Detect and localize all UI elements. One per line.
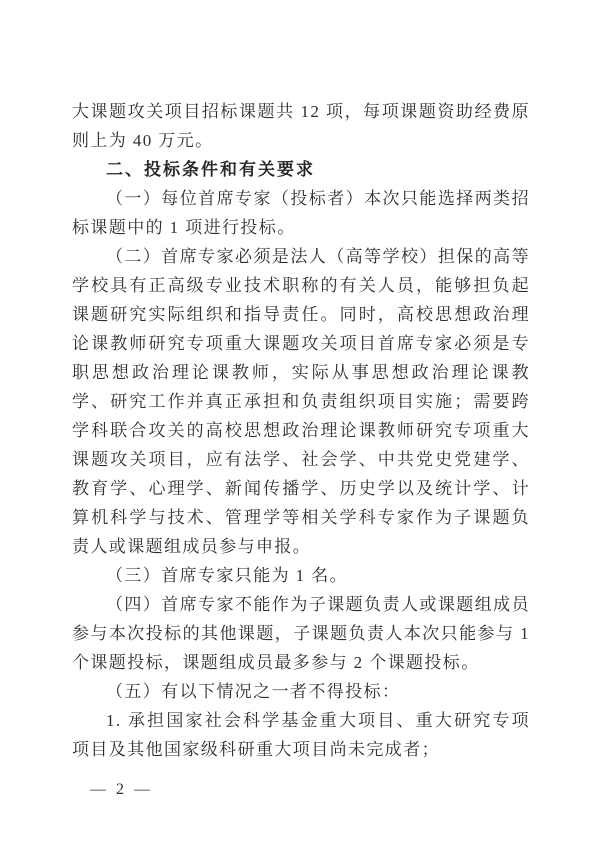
paragraph-item-5: （五）有以下情况之一者不得投标： [106,682,401,701]
paragraph-continuation: 大课题攻关项目招标课题共 12 项，每项课题资助经费原则上为 40 万元。 [72,102,530,150]
paragraph-sub-item-1: 1. 承担国家社会科学基金重大项目、重大研究专项项目及其他国家级科研重大项目尚未完成者； [72,711,530,759]
paragraph-item-1: （一）每位首席专家（投标者）本次只能选择两类招标课题中的 1 项进行投标。 [72,189,530,237]
paragraph-item-3: （三）首席专家只能为 1 名。 [106,566,348,585]
page-number: — 2 — [90,781,153,798]
paragraph-item-4: （四）首席专家不能作为子课题负责人或课题组成员参与本次投标的其他课题，子课题负责人本次只能参与 1 个课题投标，课题组成员最多参与 2 个课题投标。 [72,595,530,672]
section-heading: 二、投标条件和有关要求 [106,160,315,179]
paragraph-item-2: （二）首席专家必须是法人（高等学校）担保的高等学校具有正高级专业技术职称的有关人员，能够担负起课题研究实际组织和指导责任。同时，高校思想政治理论课教师研究专项重大课题攻关项目首席专家必须是专职思想政治理论课教师，实际从事思想政治理论课教学、研究工作并真正承担和负责组织项目实施；需要跨学科联合攻关的高校思想政治理论课教师研究专项重大课题攻关项目，应有法学、社会学、中共党史党建学、教育学、心理学、新闻传播学、历史学以及统计学、计算机科学与技术、管理学等相关学科专家作为子课题负责人或课题组成员参与申报。 [72,247,530,556]
